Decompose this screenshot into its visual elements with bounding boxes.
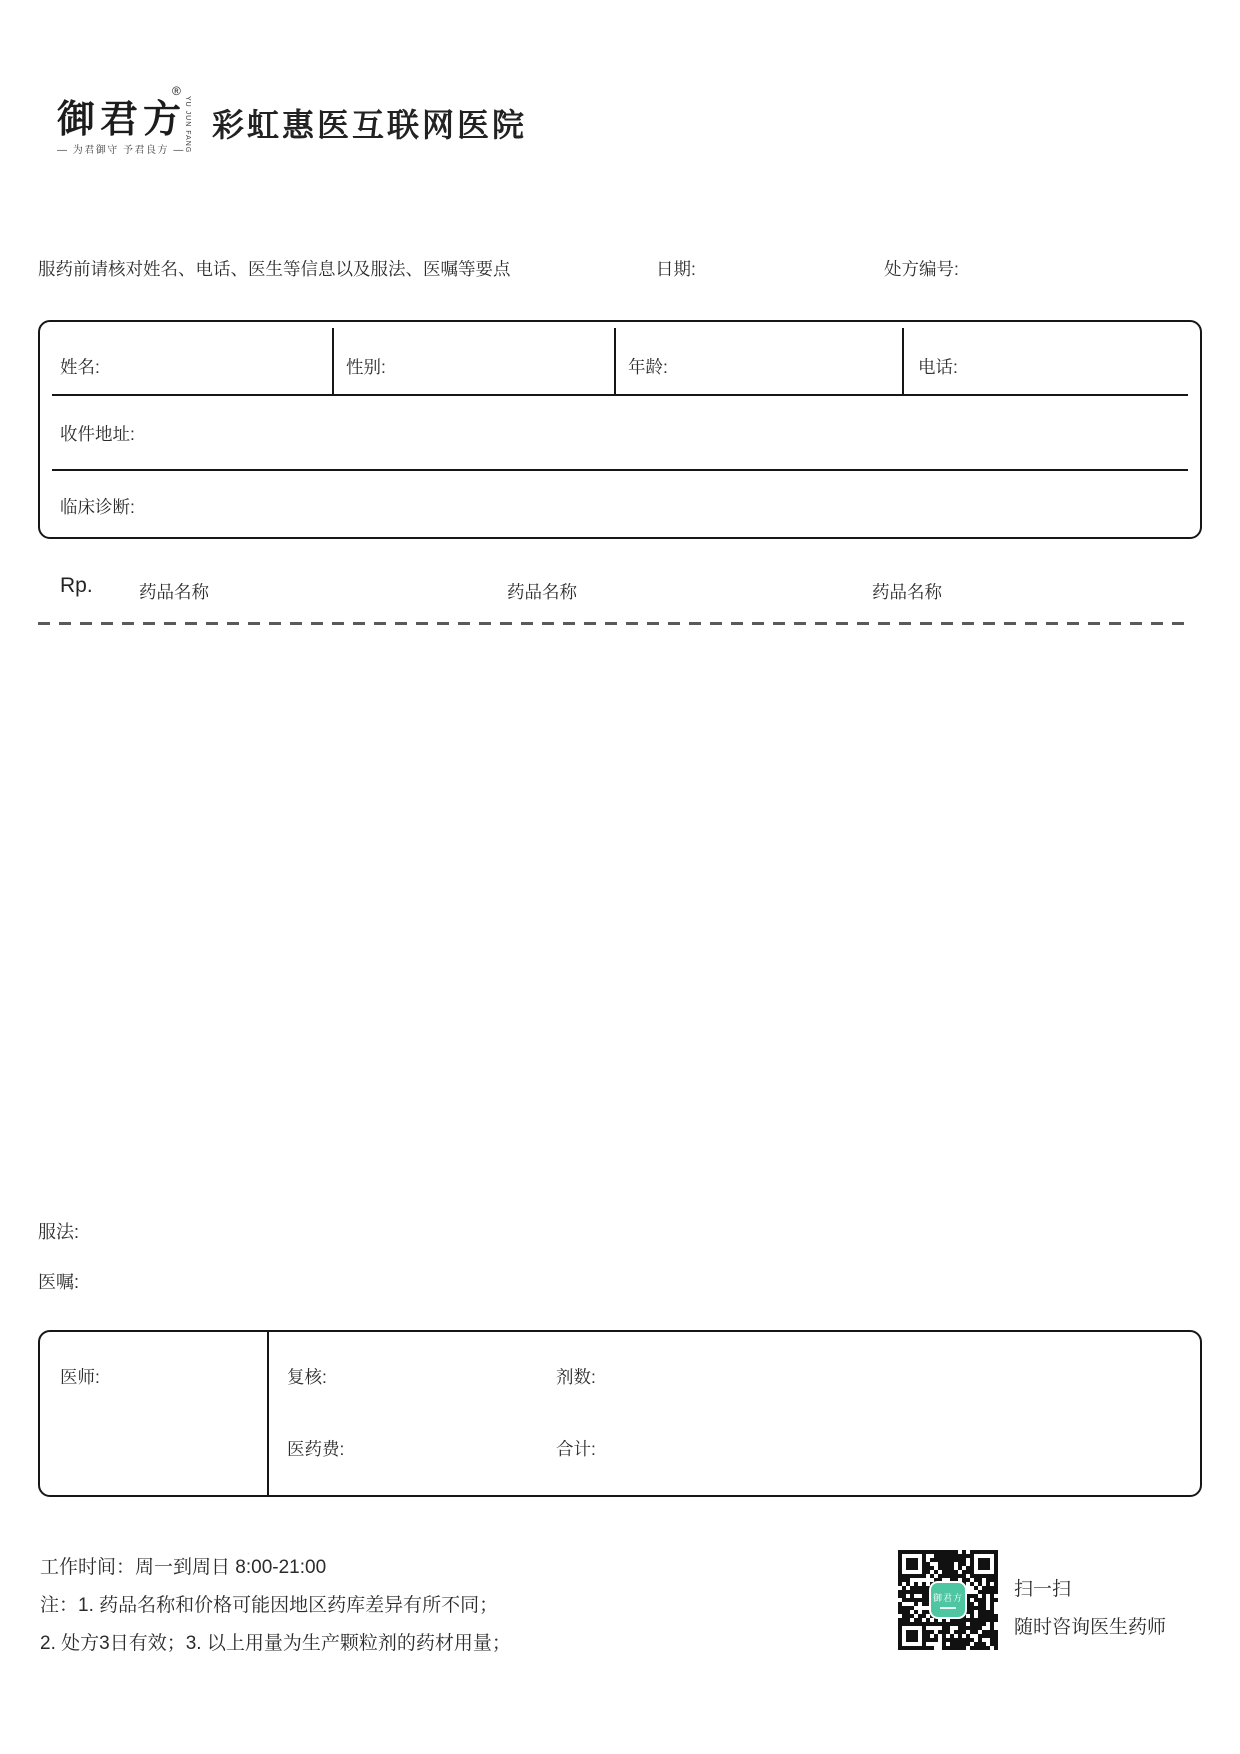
signature-box: [38, 1330, 1202, 1497]
qr-badge-underline: [940, 1607, 956, 1609]
usage-label: 服法:: [38, 1222, 80, 1242]
rp-label: Rp.: [60, 574, 93, 597]
field-divider: [902, 328, 904, 394]
drug-name-column-header: 药品名称: [139, 582, 209, 602]
address-field-label: 收件地址:: [60, 424, 135, 444]
drug-name-column-header: 药品名称: [507, 582, 577, 602]
diagnosis-field-label: 临床诊断:: [60, 497, 135, 517]
age-field-label: 年龄:: [628, 357, 668, 377]
brand-logo-latin-vertical: YU JUN FANG: [184, 96, 191, 154]
scan-qr-label: 扫一扫: [1014, 1579, 1072, 1600]
name-field-label: 姓名:: [60, 357, 100, 377]
hospital-title: 彩虹惠医互联网医院: [212, 107, 528, 143]
field-divider: [614, 328, 616, 394]
review-field-label: 复核:: [287, 1367, 327, 1387]
doctor-field-label: 医师:: [60, 1367, 100, 1387]
phone-field-label: 电话:: [918, 357, 958, 377]
note-line-2: 2. 处方3日有效；3. 以上用量为生产颗粒剂的药材用量；: [40, 1633, 511, 1654]
note-line-1: 注：1. 药品名称和价格可能因地区药库差异有所不同；: [40, 1595, 499, 1616]
dashed-separator: [38, 622, 1186, 625]
field-divider: [332, 328, 334, 394]
row-divider: [52, 469, 1188, 471]
column-divider: [267, 1332, 269, 1495]
patient-info-box: [38, 320, 1202, 539]
prescription-number-label: 处方编号:: [884, 259, 959, 279]
registered-trademark-icon: ®: [172, 84, 181, 98]
brand-logo-text: 御君方: [57, 96, 187, 141]
gender-field-label: 性别:: [346, 357, 386, 377]
qr-code: [898, 1550, 998, 1650]
date-label: 日期:: [656, 259, 696, 279]
doctor-advice-label: 医嘱:: [38, 1272, 80, 1292]
qr-center-badge: [931, 1583, 965, 1617]
consult-pharmacist-label: 随时咨询医生药师: [1014, 1617, 1167, 1638]
total-field-label: 合计:: [556, 1439, 596, 1459]
medicine-fee-field-label: 医药费:: [287, 1439, 345, 1459]
work-hours-text: 工作时间：周一到周日 8:00-21:00: [40, 1557, 327, 1578]
drug-name-column-header: 药品名称: [872, 582, 942, 602]
dose-count-field-label: 剂数:: [556, 1367, 596, 1387]
brand-tagline: — 为君御守 予君良方 —: [57, 145, 185, 156]
qr-badge-text: 御君方: [932, 1593, 963, 1603]
check-reminder-text: 服药前请核对姓名、电话、医生等信息以及服法、医嘱等要点: [38, 259, 511, 279]
row-divider: [52, 394, 1188, 396]
